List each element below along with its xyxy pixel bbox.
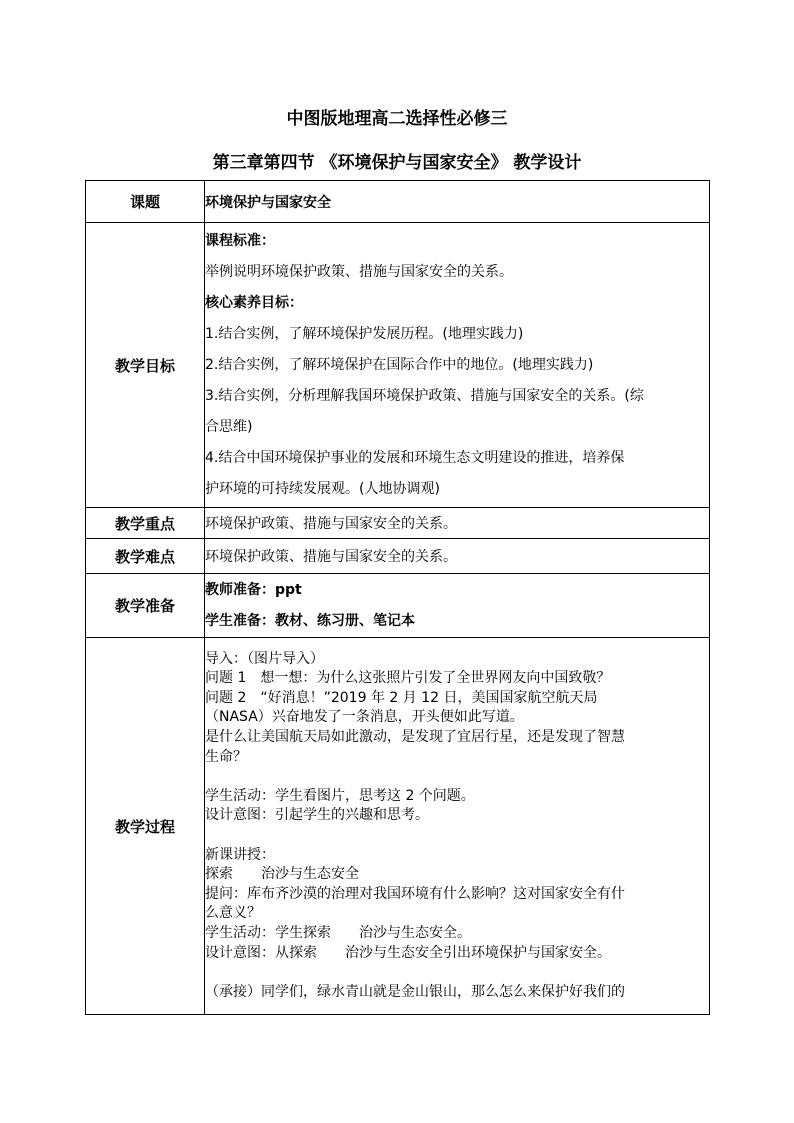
blank-line [205,826,709,846]
preparation-content [205,574,710,638]
lesson-plan-table [85,180,710,1015]
objective-item-4b: 护环境的可持续发展观。(人地协调观) [205,480,440,497]
core-heading: 核心素养目标： [205,294,303,311]
process-line: 学生活动：学生探索 治沙与生态安全。 [205,924,471,941]
process-line: 学生活动：学生看图片，思考这 2 个问题。 [205,787,475,804]
row-preparation [86,574,710,638]
process-label: 教学过程 [86,638,205,1015]
topic-label: 课题 [86,181,205,223]
row-topic [86,181,710,223]
difficulty-label: 教学难点 [86,539,205,574]
standard-heading: 课程标准： [205,232,275,249]
process-line: （NASA）兴奋地发了一条消息，开头便如此写道。 [205,709,524,726]
process-line: 问题 2 “好消息！”2019 年 2 月 12 日，美国国家航空航天局 [205,689,598,706]
difficulty-value: 环境保护政策、措施与国家安全的关系。 [205,539,710,574]
process-line: 提问：库布齐沙漠的治理对我国环境有什么影响？这对国家安全有什 [205,885,625,902]
process-line: 问题 1 想一想：为什么这张照片引发了全世界网友向中国致敬？ [205,670,611,687]
row-process [86,638,710,1015]
student-preparation: 学生准备：教材、练习册、笔记本 [205,612,415,629]
objectives-content [205,223,710,508]
objectives-label: 教学目标 [86,223,205,508]
document-subtitle: 第三章第四节 《环境保护与国家安全》 教学设计 [212,153,582,173]
key-point-value: 环境保护政策、措施与国家安全的关系。 [205,508,710,539]
process-line: 生命？ [205,748,247,765]
process-line: （承接）同学们，绿水青山就是金山银山，那么怎么来保护好我们的 [205,983,625,1000]
process-line: 设计意图：引起学生的兴趣和思考。 [205,807,429,824]
process-line: 么意义？ [205,905,261,922]
objective-item-2: 2.结合实例，了解环境保护在国际合作中的地位。(地理实践力) [205,356,594,373]
row-objectives [86,223,710,508]
blank-line [205,767,709,787]
row-key-point [86,508,710,539]
standard-text: 举例说明环境保护政策、措施与国家安全的关系。 [205,263,513,280]
process-line: 新课讲授： [205,846,275,863]
process-content [205,638,710,1015]
process-line: 是什么让美国航天局如此激动，是发现了宜居行星，还是发现了智慧 [205,729,625,746]
key-point-label: 教学重点 [86,508,205,539]
process-line: 导入：（图片导入） [205,650,324,667]
row-difficulty [86,539,710,574]
objective-item-3a: 3.结合实例，分析理解我国环境保护政策、措施与国家安全的关系。(综 [205,387,644,404]
objective-item-3b: 合思维) [205,418,253,435]
topic-value [205,181,710,223]
blank-line [205,963,709,983]
process-line: 设计意图：从探索 治沙与生态安全引出环境保护与国家安全。 [205,944,611,961]
topic-text: 环境保护与国家安全 [205,194,331,211]
preparation-label: 教学准备 [86,574,205,638]
objective-item-4a: 4.结合中国环境保护事业的发展和环境生态文明建设的推进，培养保 [205,449,625,466]
objective-item-1: 1.结合实例，了解环境保护发展历程。(地理实践力) [205,325,524,342]
document-title: 中图版地理高二选择性必修三 [286,109,508,129]
teacher-preparation: 教师准备：ppt [205,581,302,598]
process-line: 探索 治沙与生态安全 [205,866,359,883]
